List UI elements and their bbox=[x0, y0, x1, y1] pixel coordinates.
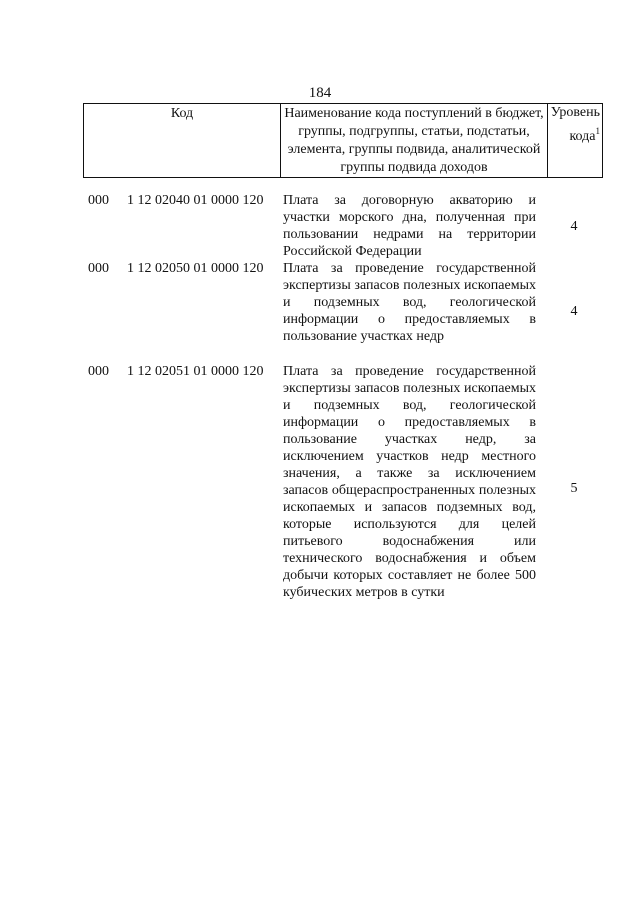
admin-code: 000 bbox=[88, 261, 109, 276]
level-value: 4 bbox=[570, 219, 578, 234]
header-code-label: Код bbox=[170, 106, 194, 121]
revenue-name: Плата за проведение государственной экспертизы запасов полезных ископаемых и подземных вод, геологической информации о предоставляемых в пользование участках недр, за исключением участков недр местного значения, а также за исключением запасов общераспространенных полезных ископаемых и запасов подземных вод, которые используются для целей питьевого водоснабжения или технического водоснабжения и объем добычи которых составляет не более 500 кубических метров в сутки bbox=[283, 364, 536, 600]
page-number: 184 bbox=[308, 85, 332, 101]
table-row bbox=[0, 363, 640, 601]
header-name-cell bbox=[281, 104, 548, 178]
revenue-code: 1 12 02051 01 0000 120 bbox=[127, 364, 264, 379]
header-code-cell bbox=[84, 104, 281, 178]
level-value: 4 bbox=[570, 304, 578, 319]
table-row bbox=[0, 260, 640, 363]
revenue-code: 1 12 02040 01 0000 120 bbox=[127, 193, 264, 208]
table-header bbox=[83, 103, 603, 178]
admin-code: 000 bbox=[88, 364, 109, 379]
header-level-cell bbox=[548, 104, 603, 178]
table-body bbox=[0, 192, 640, 601]
revenue-code: 1 12 02050 01 0000 120 bbox=[127, 261, 264, 276]
header-level-label: Уровень кода bbox=[550, 105, 600, 144]
level-footnote-mark: 1 bbox=[595, 126, 600, 136]
table-row bbox=[0, 192, 640, 260]
admin-code: 000 bbox=[88, 193, 109, 208]
header-name-label: Наименование кода поступлений в бюджет, группы, подгруппы, статьи, подстатьи, элемента, группы подвида, аналитической группы подвида доходов bbox=[284, 106, 544, 175]
revenue-name: Плата за договорную акваторию и участки морского дна, полученная при пользовании недрами на территории Российской Федерации bbox=[283, 193, 536, 259]
revenue-name: Плата за проведение государственной экспертизы запасов полезных ископаемых и подземных вод, геологической информации о предоставляемых в пользование участках недр bbox=[283, 261, 536, 344]
level-value: 5 bbox=[570, 481, 578, 496]
